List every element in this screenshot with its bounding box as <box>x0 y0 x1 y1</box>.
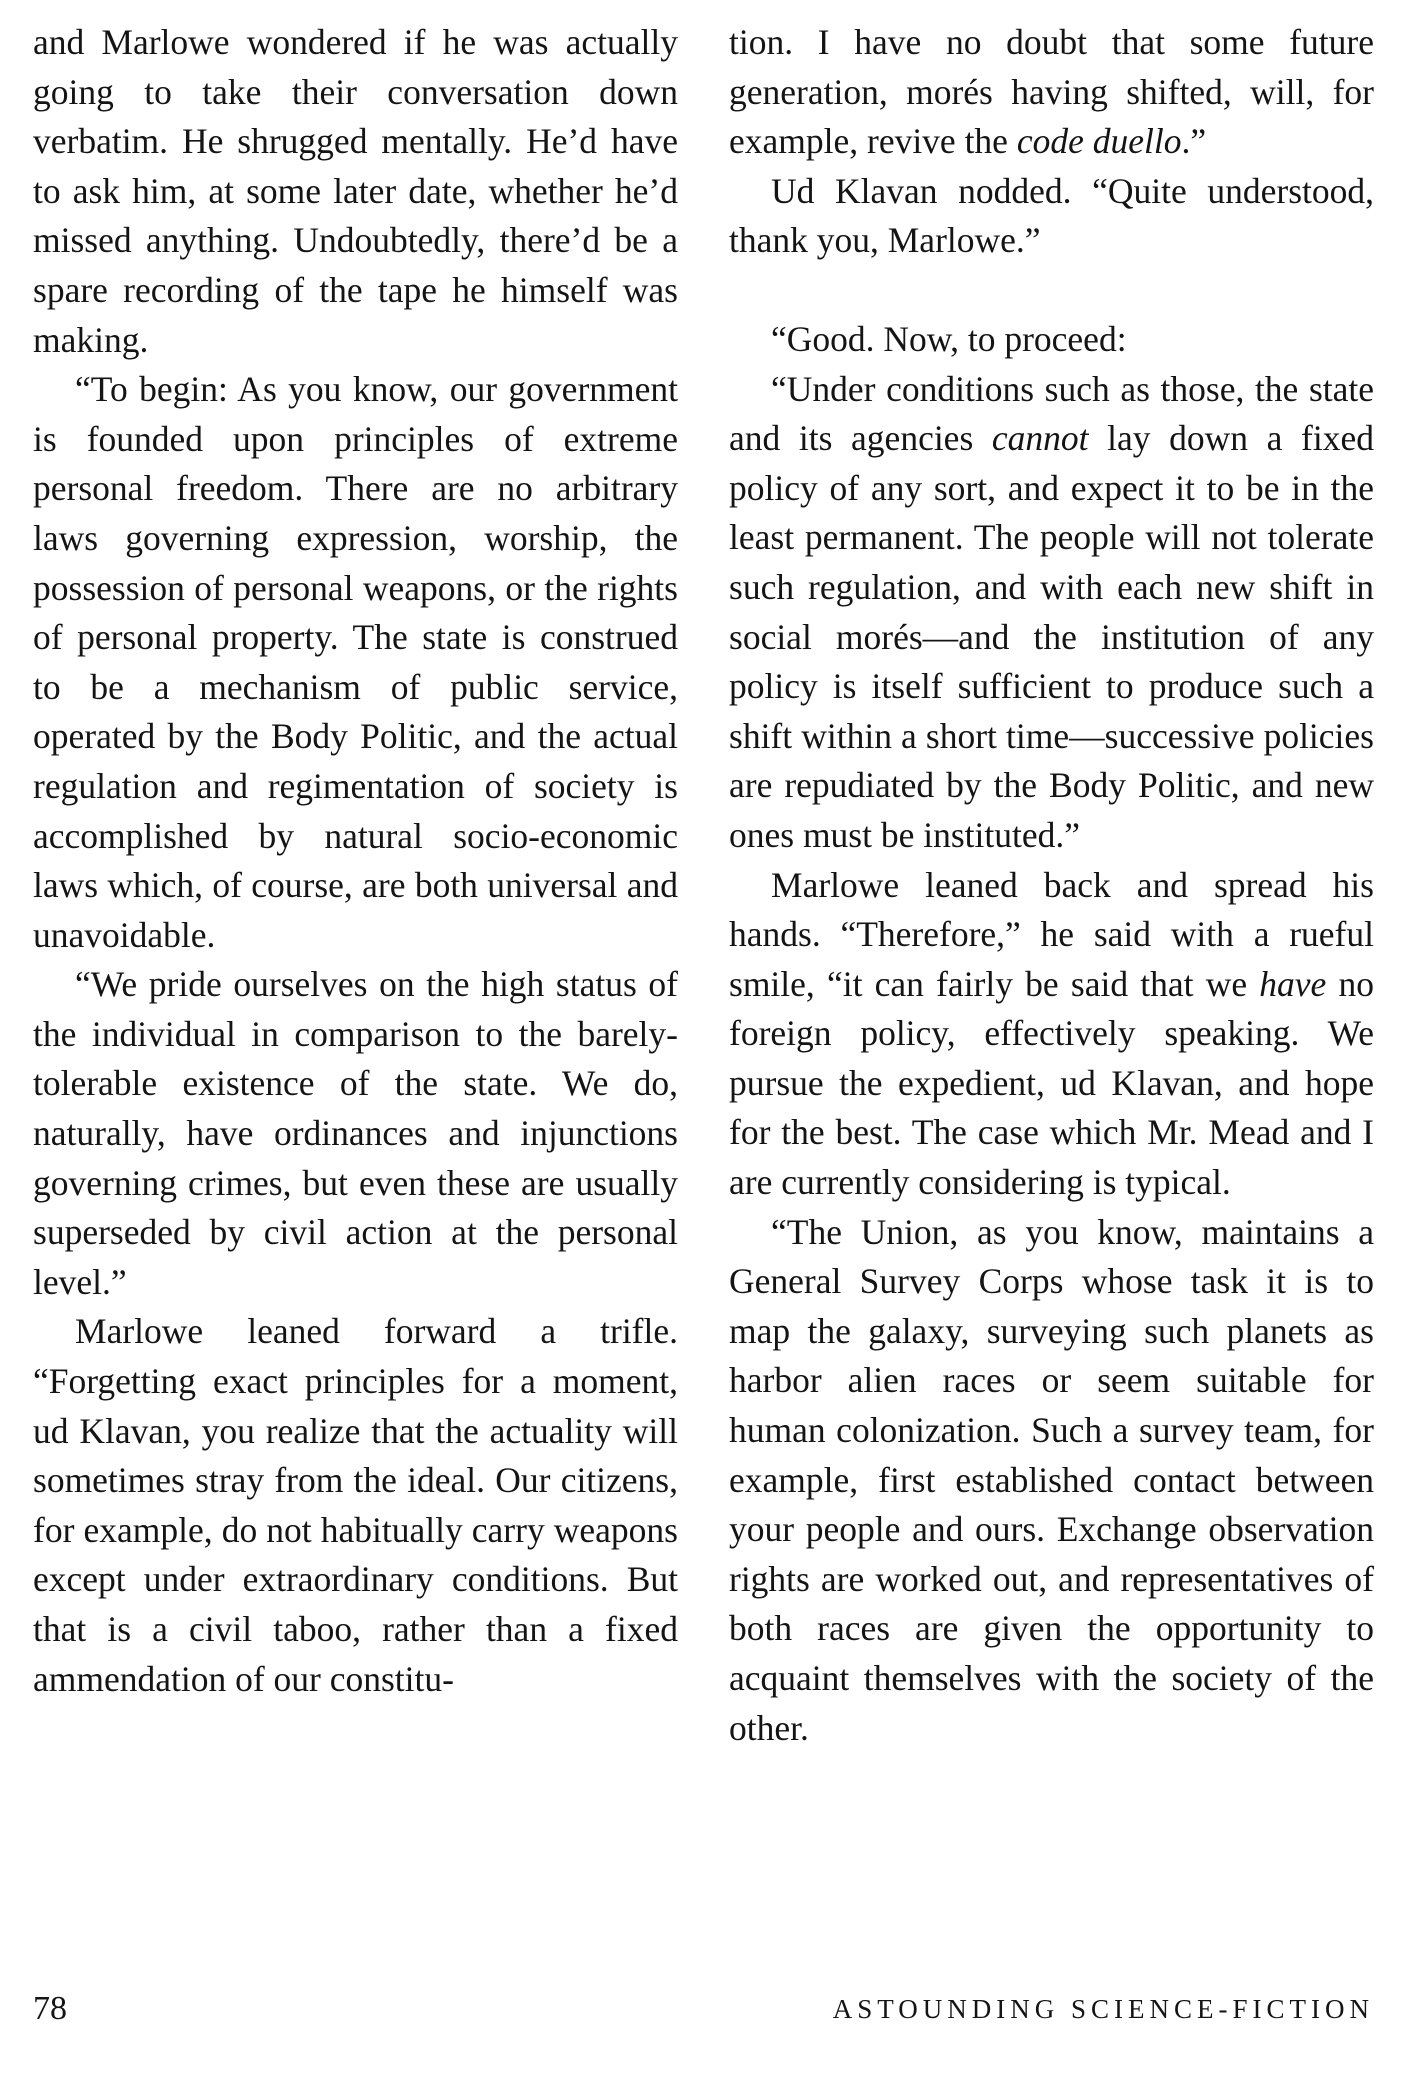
running-head: ASTOUNDING SCIENCE-FICTION <box>832 1994 1374 2024</box>
italic-phrase: have <box>1259 963 1327 1004</box>
paragraph: and Marlowe wondered if he was actually going to take their conversation down verbatim. He shrugged mentally. He’d have to ask him, at some later date, whether he’d missed anything. Undoubtedly, there’d be a spare recording of the tape he himself was making. <box>33 22 678 360</box>
italic-phrase: cannot <box>991 418 1089 459</box>
text-run: lay down a fixed policy of any sort, and expect it to be in the least permanent. The people will not tolerate such regulation, and with each new shift in social morés—and the institution of any policy is itself sufficient to produce such a shift within a short time—successive policies are repudiated by the Body Politic, and new ones must be instituted.” <box>729 418 1374 855</box>
paragraph <box>729 18 1374 167</box>
right-column <box>729 18 1374 1753</box>
paragraph: “To begin: As you know, our government is founded upon principles of extreme personal freedom. There are no arbitrary laws governing expression, worship, the possession of personal weapons, or the rights of personal property. The state is construed to be a mechanism of public service, operated by the Body Politic, and the actual regulation and regimentation of society is accomplished by natural socio-economic laws which, of course, are both universal and unavoidable. <box>33 369 678 955</box>
italic-phrase: code duello <box>1016 121 1182 162</box>
paragraph: “Good. Now, to proceed: <box>771 318 1127 359</box>
paragraph: “We pride ourselves on the high status of the individual in comparison to the barely-tolerable existence of the state. We do, naturally, have ordinances and injunctions governing crimes, but even these are usually superseded by civil action at the personal level.” <box>33 964 678 1302</box>
text-run: “Under conditions such as those, the state and its agencies <box>729 368 1374 459</box>
paragraph <box>729 365 1374 861</box>
paragraph: “The Union, as you know, maintains a General Survey Corps whose task it is to map the galaxy, surveying such planets as harbor alien races or seem suitable for human colonization. Such a survey team, for example, first established contact between your people and ours. Exchange observation rights are worked out, and representatives of both races are given the opportunity to acquaint themselves with the society of the other. <box>729 1211 1374 1748</box>
paragraph: Marlowe leaned forward a trifle. “Forgetting exact principles for a moment, ud Klavan, you realize that the actuality will sometimes stray from the ideal. Our citizens, for example, do not habitually carry weapons except under extraordinary conditions. But that is a civil taboo, rather than a fixed ammendation of our constitu- <box>33 1311 678 1699</box>
left-column <box>33 18 678 1704</box>
paragraph <box>729 861 1374 1208</box>
page-footer <box>33 1990 1374 2040</box>
page-number: 78 <box>33 1990 67 2027</box>
text-run: Marlowe leaned back and spread his hands. “Therefore,” he said with a rueful smile, “it can fairly be said that we <box>729 864 1374 1004</box>
paragraph: Ud Klavan nodded. “Quite understood, thank you, Marlowe.” <box>729 170 1374 261</box>
text-run: no foreign policy, effectively speaking. We pursue the expedient, ud Klavan, and hope for the best. The case which Mr. Mead and I are currently considering is typical. <box>729 963 1374 1203</box>
text-run: tion. I have no doubt that some future generation, morés having shifted, will, for example, revive the <box>729 22 1374 162</box>
text-run: .” <box>1181 121 1207 162</box>
